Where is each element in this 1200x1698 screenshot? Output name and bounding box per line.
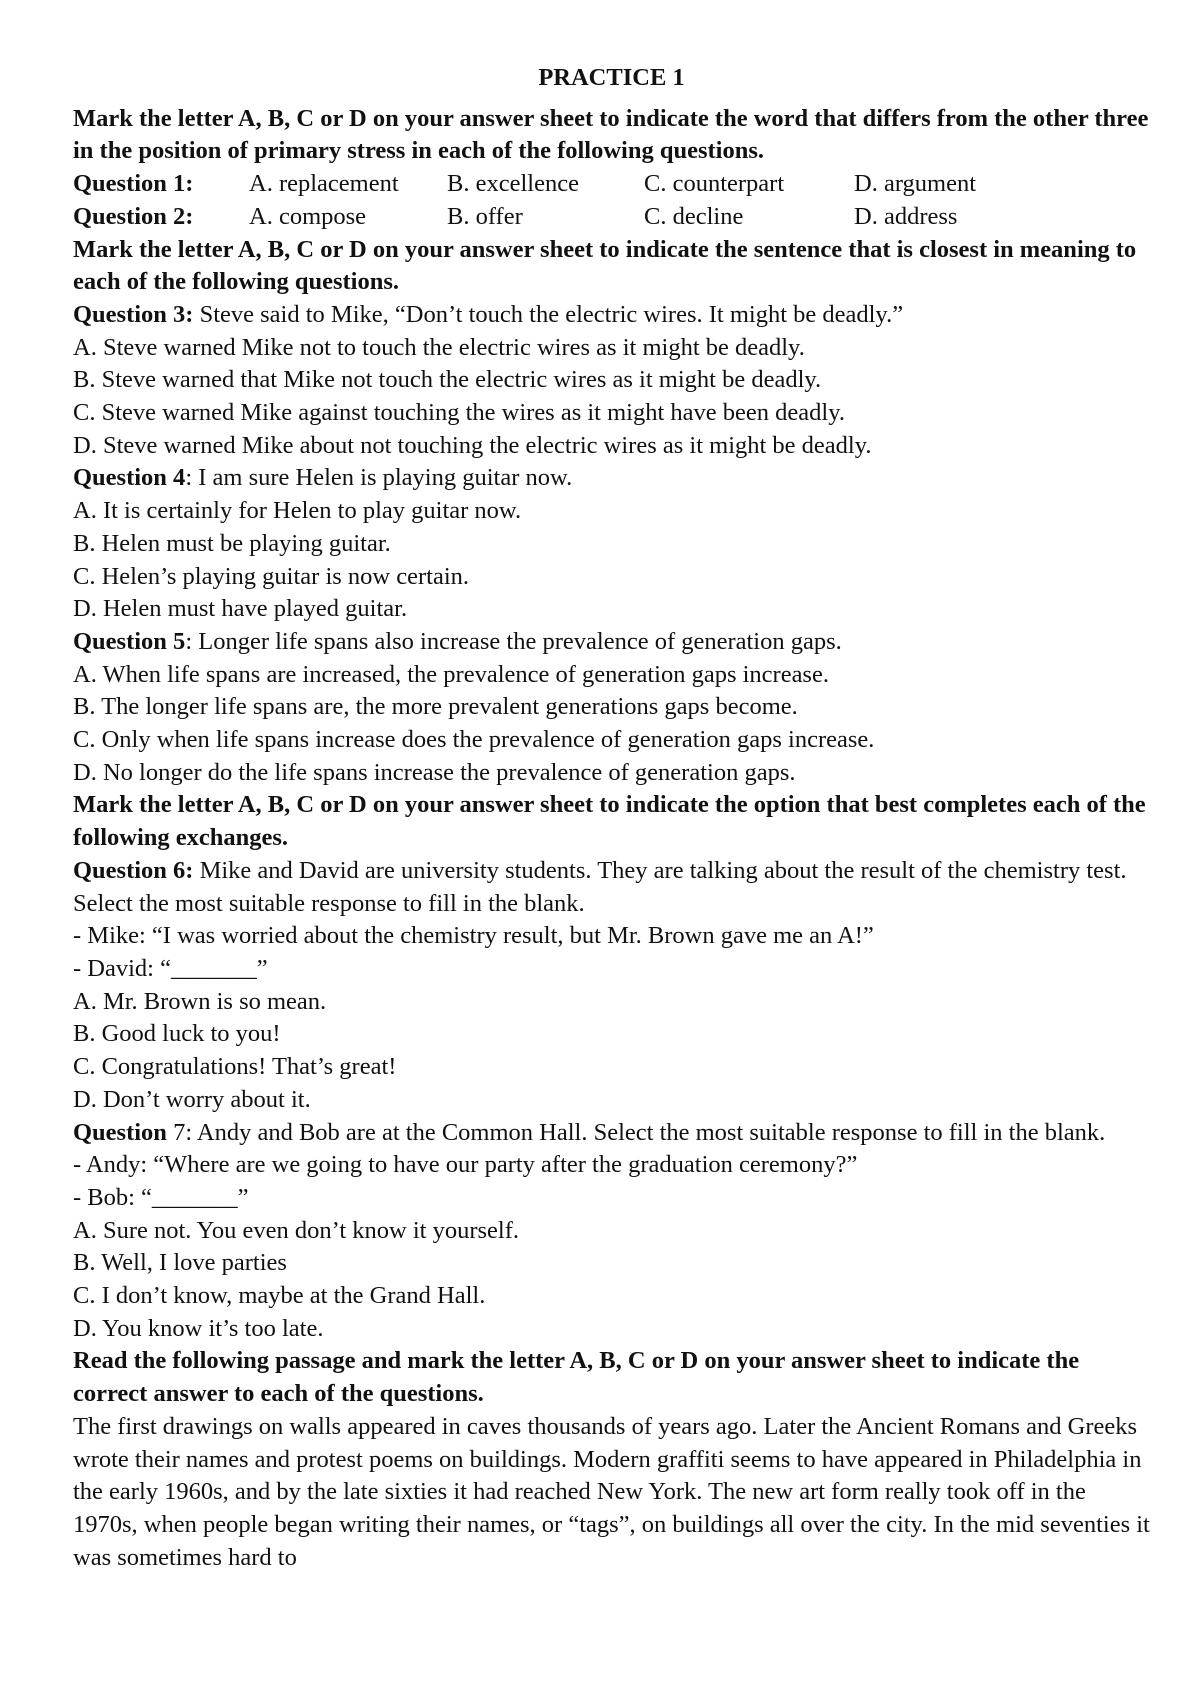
option-b: B. excellence [447, 170, 579, 198]
question-stem: 7: Andy and Bob are at the Common Hall. Select the most suitable response to fill in the blank. [166, 1118, 1106, 1146]
question-1 [73, 168, 1150, 201]
instruction-exchanges: Mark the letter A, B, C or D on your answer sheet to indicate the option that best completes each of the following exchanges. [73, 791, 1146, 852]
question-label: Question 1: [73, 170, 194, 198]
question-3 [73, 299, 1150, 332]
option-d: D. You know it’s too late. [73, 1314, 324, 1342]
option-c: C. Only when life spans increase does the prevalence of generation gaps increase. [73, 726, 875, 754]
dialog-line: - Mike: “I was worried about the chemistry result, but Mr. Brown gave me an A!” [73, 922, 874, 950]
page-title: PRACTICE 1 [538, 64, 685, 91]
option-b: B. The longer life spans are, the more prevalent generations gaps become. [73, 693, 798, 721]
option-c: C. Steve warned Mike against touching the wires as it might have been deadly. [73, 399, 846, 427]
option-c: C. I don’t know, maybe at the Grand Hall. [73, 1282, 486, 1310]
instruction-stress: Mark the letter A, B, C or D on your answer sheet to indicate the word that differs from the other three in the position of primary stress in each of the following questions. [73, 104, 1149, 165]
question-7 [73, 1117, 1150, 1150]
option-c: C. Helen’s playing guitar is now certain. [73, 562, 469, 590]
option-b: B. offer [447, 202, 523, 230]
instruction-meaning: Mark the letter A, B, C or D on your answer sheet to indicate the sentence that is closest in meaning to each of the following questions. [73, 235, 1137, 296]
instruction-reading: Read the following passage and mark the letter A, B, C or D on your answer sheet to indicate the correct answer to each of the questions. [73, 1347, 1080, 1408]
question-label: Question [73, 1118, 167, 1146]
option-c: C. Congratulations! That’s great! [73, 1053, 397, 1081]
option-c: C. counterpart [644, 170, 785, 198]
dialog-line: - David: “_______” [73, 954, 268, 982]
question-label: Question 3: [73, 300, 194, 328]
question-4 [73, 462, 1150, 495]
question-6 [73, 855, 1150, 920]
question-label: Question 2: [73, 202, 194, 230]
question-stem: : Longer life spans also increase the prevalence of generation gaps. [185, 627, 842, 655]
option-b: B. Steve warned that Mike not touch the electric wires as it might be deadly. [73, 366, 822, 394]
question-5 [73, 626, 1150, 659]
option-d: D. Don’t worry about it. [73, 1085, 311, 1113]
option-d: D. Helen must have played guitar. [73, 595, 408, 623]
option-a: A. Mr. Brown is so mean. [73, 987, 327, 1015]
dialog-line: - Andy: “Where are we going to have our party after the graduation ceremony?” [73, 1151, 858, 1179]
question-2 [73, 201, 1150, 234]
question-stem: : I am sure Helen is playing guitar now. [185, 464, 573, 492]
question-label: Question 5 [73, 627, 186, 655]
option-a: A. It is certainly for Helen to play guitar now. [73, 497, 522, 525]
option-d: D. argument [854, 170, 977, 198]
question-label: Question 6: [73, 856, 194, 884]
option-a: A. When life spans are increased, the prevalence of generation gaps increase. [73, 660, 829, 688]
option-b: B. Good luck to you! [73, 1020, 281, 1048]
option-a: A. Sure not. You even don’t know it yourself. [73, 1216, 519, 1244]
option-b: B. Helen must be playing guitar. [73, 529, 391, 557]
option-a: A. Steve warned Mike not to touch the electric wires as it might be deadly. [73, 333, 805, 361]
option-a: A. compose [249, 202, 367, 230]
option-c: C. decline [644, 202, 744, 230]
question-stem: Mike and David are university students. They are talking about the result of the chemistry test. Select the most suitable response to fill in the blank. [73, 856, 1127, 917]
dialog-line: - Bob: “_______” [73, 1183, 249, 1211]
option-a: A. replacement [249, 170, 399, 198]
option-d: D. No longer do the life spans increase the prevalence of generation gaps. [73, 758, 796, 786]
option-d: D. Steve warned Mike about not touching the electric wires as it might be deadly. [73, 431, 872, 459]
question-stem: Steve said to Mike, “Don’t touch the electric wires. It might be deadly.” [193, 300, 904, 328]
option-d: D. address [854, 202, 958, 230]
reading-passage: The first drawings on walls appeared in caves thousands of years ago. Later the Ancient Romans and Greeks wrote their names and protest poems on buildings. Modern graffiti seems to have appeared in Philadelphia in the early 1960s, and by the late sixties it had reached New York. The new art form really took off in the 1970s, when people began writing their names, or “tags”, on buildings all over the city. In the mid seventies it was sometimes hard to [73, 1412, 1150, 1571]
question-label: Question 4 [73, 464, 186, 492]
option-b: B. Well, I love parties [73, 1249, 287, 1277]
